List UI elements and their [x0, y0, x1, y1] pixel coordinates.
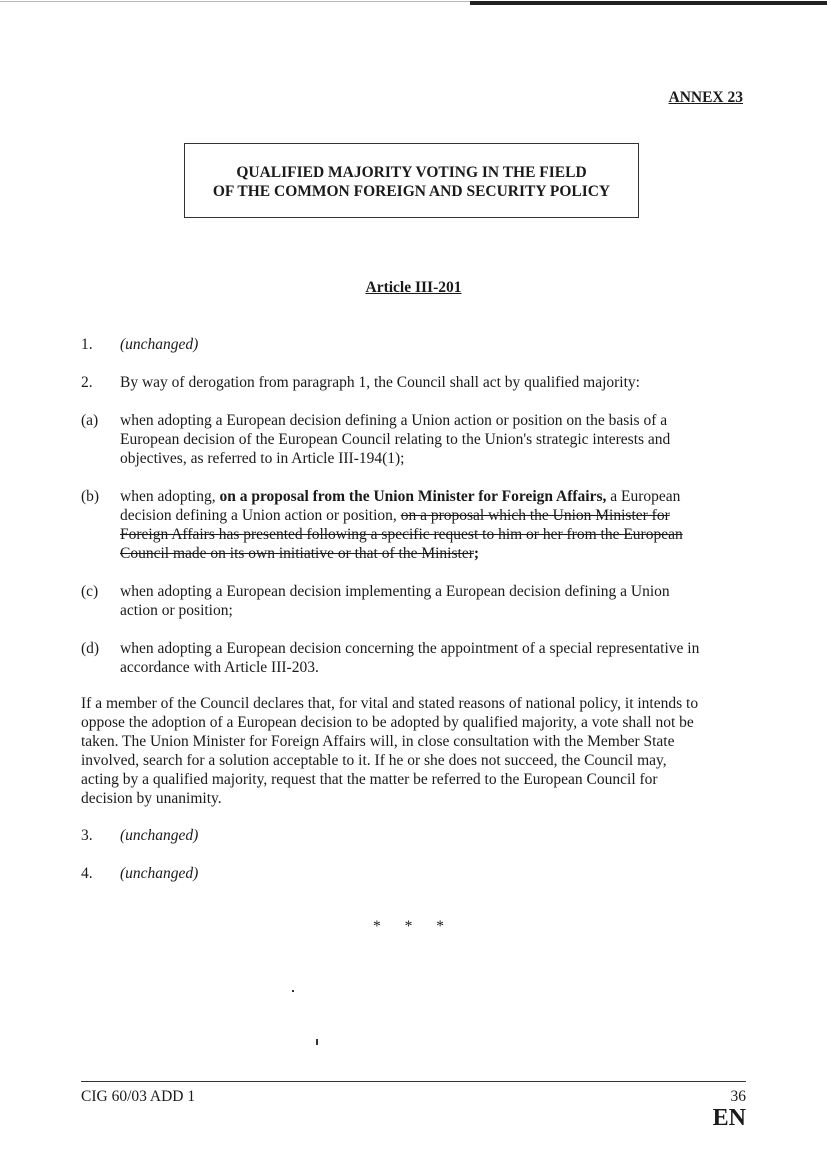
footer-rule	[81, 1081, 746, 1082]
text-line: taken. The Union Minister for Foreign Affairs will, in close consultation with the Member State	[81, 733, 675, 750]
inserted-text: ;	[473, 545, 480, 562]
deleted-text: Council made on its own initiative or that of the Minister	[120, 545, 474, 562]
section-separator: * * *	[373, 918, 454, 935]
text-line: accordance with Article III-203.	[120, 659, 319, 676]
text-line: when adopting a European decision implementing a European decision defining a Union	[120, 583, 670, 600]
point-text	[120, 411, 743, 468]
text-line: when adopting a European decision defining a Union action or position on the basis of a	[120, 412, 668, 429]
text-line: European decision of the European Council relating to the Union's strategic interests and	[120, 431, 671, 448]
point-text	[120, 487, 743, 563]
deleted-text: on a proposal which the Union Minister for	[400, 507, 670, 524]
paragraph-number: 2.	[81, 374, 93, 391]
text-line: involved, search for a solution acceptable to it. If he or she does not succeed, the Council may,	[81, 752, 667, 769]
paragraph-text: By way of derogation from paragraph 1, the Council shall act by qualified majority:	[120, 374, 640, 391]
title-line-2: OF THE COMMON FOREIGN AND SECURITY POLICY	[212, 183, 611, 200]
title-line-1: QUALIFIED MAJORITY VOTING IN THE FIELD	[236, 164, 587, 181]
paragraph-number: 3.	[81, 827, 93, 844]
text-run: decision defining a Union action or position,	[120, 507, 401, 524]
text-line: acting by a qualified majority, request that the matter be referred to the European Council for	[81, 771, 658, 788]
text-line: oppose the adoption of a European decision to be adopted by qualified majority, a vote shall not be	[81, 714, 694, 731]
text-line	[120, 487, 743, 506]
top-rule-thin	[0, 1, 470, 2]
paragraph-text: (unchanged)	[120, 865, 199, 882]
page-number: 36	[730, 1088, 746, 1105]
annex-label: ANNEX 23	[668, 89, 743, 106]
point-text	[120, 639, 743, 677]
point-label: (a)	[81, 412, 99, 429]
text-run: a European	[606, 488, 681, 505]
point-text	[120, 582, 743, 620]
paragraph-number: 4.	[81, 865, 93, 882]
text-line	[120, 506, 743, 525]
text-line: If a member of the Council declares that, for vital and stated reasons of national policy, it intends to	[81, 695, 699, 712]
point-label: (c)	[81, 583, 99, 600]
deleted-text: Foreign Affairs has presented following a specific request to him or her from the European	[120, 526, 683, 543]
point-label: (d)	[81, 640, 100, 657]
text-line: when adopting a European decision concerning the appointment of a special representative in	[120, 640, 700, 657]
text-line: objectives, as referred to in Article III-194(1);	[120, 450, 405, 467]
text-line: decision by unanimity.	[81, 790, 222, 807]
document-reference: CIG 60/03 ADD 1	[81, 1088, 196, 1105]
article-heading: Article III-201	[365, 279, 462, 296]
top-rule-thick	[470, 1, 827, 5]
top-rule	[0, 0, 827, 6]
closing-paragraph	[81, 694, 743, 808]
scan-speck	[292, 990, 294, 992]
point-label: (b)	[81, 488, 100, 505]
text-line: action or position;	[120, 602, 233, 619]
text-line	[120, 544, 743, 563]
inserted-text: on a proposal from the Union Minister for Foreign Affairs,	[219, 488, 607, 505]
scan-speck	[316, 1039, 318, 1045]
paragraph-number: 1.	[81, 336, 93, 353]
language-code: EN	[712, 1105, 746, 1131]
title-box	[184, 143, 639, 218]
paragraph-text: (unchanged)	[120, 336, 199, 353]
paragraph-text: (unchanged)	[120, 827, 199, 844]
text-run: when adopting,	[120, 488, 220, 505]
